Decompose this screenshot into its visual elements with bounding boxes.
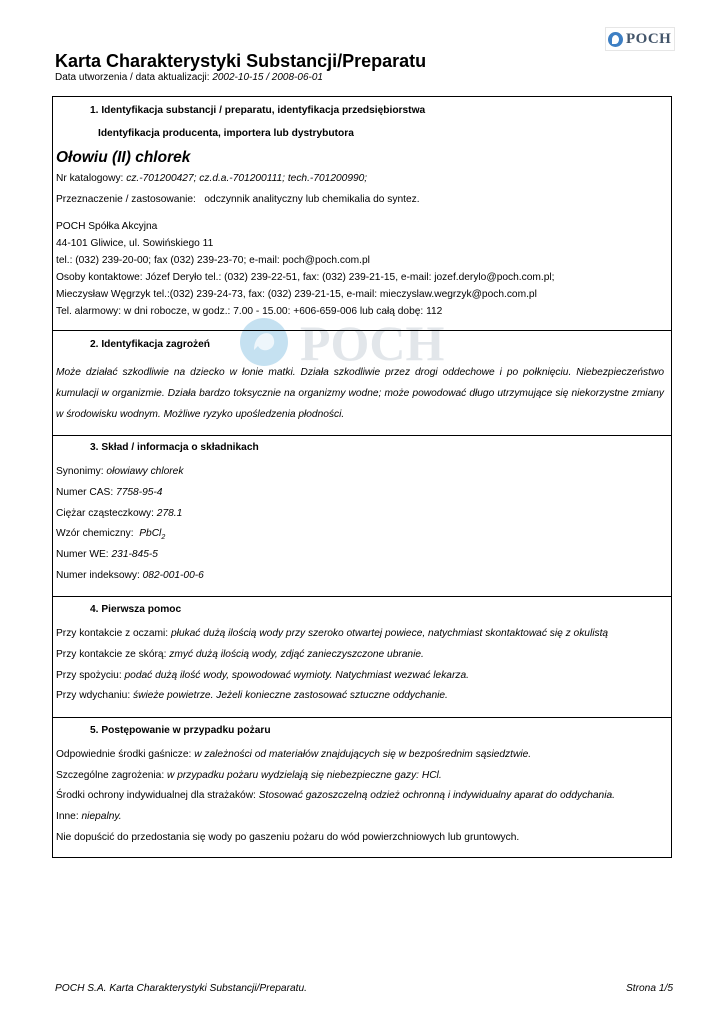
mass-value: 278.1 xyxy=(156,508,183,519)
fire-value: niepalny. xyxy=(81,811,122,822)
contact-person-2: Mieczysław Węgrzyk tel.:(032) 239-24-73, fax: (032) 239-21-15, e-mail: mieczyslaw.wegrzyk@poch.com.pl xyxy=(56,289,537,300)
catalog-value: cz.-701200427; cz.d.a.-701200111; tech.-701200990; xyxy=(126,173,368,184)
sds-content-frame xyxy=(52,96,672,858)
fire-extinguishing-media xyxy=(56,749,531,760)
product-name: Ołowiu (II) chlorek xyxy=(56,149,191,166)
purpose xyxy=(56,194,420,205)
footer-document-name: POCH S.A. Karta Charakterystyki Substancji/Preparatu. xyxy=(55,983,307,994)
poch-logo-text: POCH xyxy=(626,30,672,47)
index-value: 082-001-00-6 xyxy=(142,570,204,581)
footer-page-number: Strona 1/5 xyxy=(625,983,673,994)
cas-label: Numer CAS: xyxy=(56,487,114,498)
section-1-subheading: Identyfikacja producenta, importera lub dystrybutora xyxy=(98,128,354,139)
document-dates xyxy=(55,72,323,83)
synonyms-label: Synonimy: xyxy=(56,466,104,477)
section-4-heading: 4. Pierwsza pomoc xyxy=(90,604,182,615)
molecular-weight xyxy=(56,508,182,519)
firefighter-protection xyxy=(56,790,615,801)
first-aid-label: Przy wdychaniu: xyxy=(56,690,131,701)
first-aid-eyes xyxy=(56,628,608,639)
first-aid-label: Przy kontakcie ze skórą: xyxy=(56,649,167,660)
catalog-number xyxy=(56,173,367,184)
section-1-heading: 1. Identyfikacja substancji / preparatu, identyfikacja przedsiębiorstwa xyxy=(90,105,426,116)
first-aid-label: Przy kontakcie z oczami: xyxy=(56,628,169,639)
first-aid-ingestion xyxy=(56,670,469,681)
company-address: 44-101 Gliwice, ul. Sowińskiego 11 xyxy=(56,238,214,249)
poch-watermark-text: POCH xyxy=(300,315,445,371)
formula-subscript: 2 xyxy=(161,534,166,542)
first-aid-value: świeże powietrze. Jeżeli konieczne zastosować sztuczne oddychanie. xyxy=(133,690,448,701)
first-aid-value: płukać dużą ilością wody przy szeroko otwartej powiece, natychmiast skontaktować się z okulistą xyxy=(170,628,609,639)
formula-value xyxy=(139,528,166,542)
fire-water-note: Nie dopuścić do przedostania się wody po gaszeniu pożaru do wód powierzchniowych lub gruntowych. xyxy=(56,832,520,843)
index-label: Numer indeksowy: xyxy=(56,570,140,581)
cas-number xyxy=(56,487,162,498)
fire-label: Inne: xyxy=(56,811,79,822)
section-divider xyxy=(53,717,671,718)
formula-label: Wzór chemiczny: xyxy=(56,528,134,539)
we-label: Numer WE: xyxy=(56,549,109,560)
fire-value: Stosować gazoszczelną odzież ochronną i indywidualny aparat do oddychania. xyxy=(258,790,615,801)
emergency-phone: Tel. alarmowy: w dni robocze, w godz.: 7.00 - 15.00: +606-659-006 lub całą dobę: 112 xyxy=(56,306,443,317)
section-divider xyxy=(53,330,671,331)
fire-label: Środki ochrony indywidualnej dla strażaków: xyxy=(56,790,256,801)
cas-value: 7758-95-4 xyxy=(116,487,163,498)
fire-value: w zależności od materiałów znajdujących się w bezpośrednim sąsiedztwie. xyxy=(194,749,532,760)
fire-value: w przypadku pożaru wydzielają się niebezpieczne gazy: HCl. xyxy=(167,770,442,781)
first-aid-skin xyxy=(56,649,424,660)
we-value: 231-845-5 xyxy=(111,549,158,560)
catalog-label: Nr katalogowy: xyxy=(56,173,124,184)
section-divider xyxy=(53,435,671,436)
section-2-heading: 2. Identyfikacja zagrożeń xyxy=(90,339,211,350)
contact-person-1: Osoby kontaktowe: Józef Deryło tel.: (032) 239-22-51, fax: (032) 239-21-15, e-mail: jozef.derylo@poch.com.pl; xyxy=(56,272,555,283)
fire-label: Szczególne zagrożenia: xyxy=(56,770,165,781)
section-5-heading: 5. Postępowanie w przypadku pożaru xyxy=(90,725,271,736)
purpose-label: Przeznaczenie / zastosowanie: xyxy=(56,194,196,205)
poch-logo xyxy=(605,27,675,51)
dates-label: Data utworzenia / data aktualizacji: xyxy=(55,72,210,83)
section-3-heading: 3. Skład / informacja o składnikach xyxy=(90,442,259,453)
mass-label: Ciężar cząsteczkowy: xyxy=(56,508,154,519)
fire-label: Odpowiednie środki gaśnicze: xyxy=(56,749,192,760)
synonyms xyxy=(56,466,183,477)
first-aid-value: podać dużą ilość wody, spowodować wymioty. Natychmiast wezwać lekarza. xyxy=(124,670,469,681)
index-number xyxy=(56,570,204,581)
section-divider xyxy=(53,596,671,597)
dates-value: 2002-10-15 / 2008-06-01 xyxy=(212,72,323,83)
hazard-statement: Może działać szkodliwie na dziecko w łonie matki. Działa szkodliwie przez drogi oddechowe i po połknięciu. Niebezpieczeństwo kumulacji w organizmie. Działa bardzo toksycznie na organizmy wodne; może powodować długo utrzymujące się niekorzystne zmiany w środowisku wodnym. Możliwe ryzyko upośledzenia płodności. xyxy=(56,367,664,420)
we-number xyxy=(56,549,158,560)
poch-logo-icon xyxy=(608,32,623,47)
formula-main: PbCl xyxy=(139,528,162,539)
chemical-formula xyxy=(56,528,165,541)
fire-special-hazards xyxy=(56,770,442,781)
first-aid-label: Przy spożyciu: xyxy=(56,670,122,681)
document-title: Karta Charakterystyki Substancji/Preparatu xyxy=(55,51,427,71)
fire-other xyxy=(56,811,122,822)
purpose-value: odczynnik analityczny lub chemikalia do syntez. xyxy=(204,194,420,205)
company-contact: tel.: (032) 239-20-00; fax (032) 239-23-70; e-mail: poch@poch.com.pl xyxy=(56,255,370,266)
first-aid-value: zmyć dużą ilością wody, zdjąć zanieczyszczone ubranie. xyxy=(169,649,424,660)
company-name: POCH Spółka Akcyjna xyxy=(56,221,158,232)
first-aid-inhalation xyxy=(56,690,448,701)
synonyms-value: ołowiawy chlorek xyxy=(106,466,184,477)
